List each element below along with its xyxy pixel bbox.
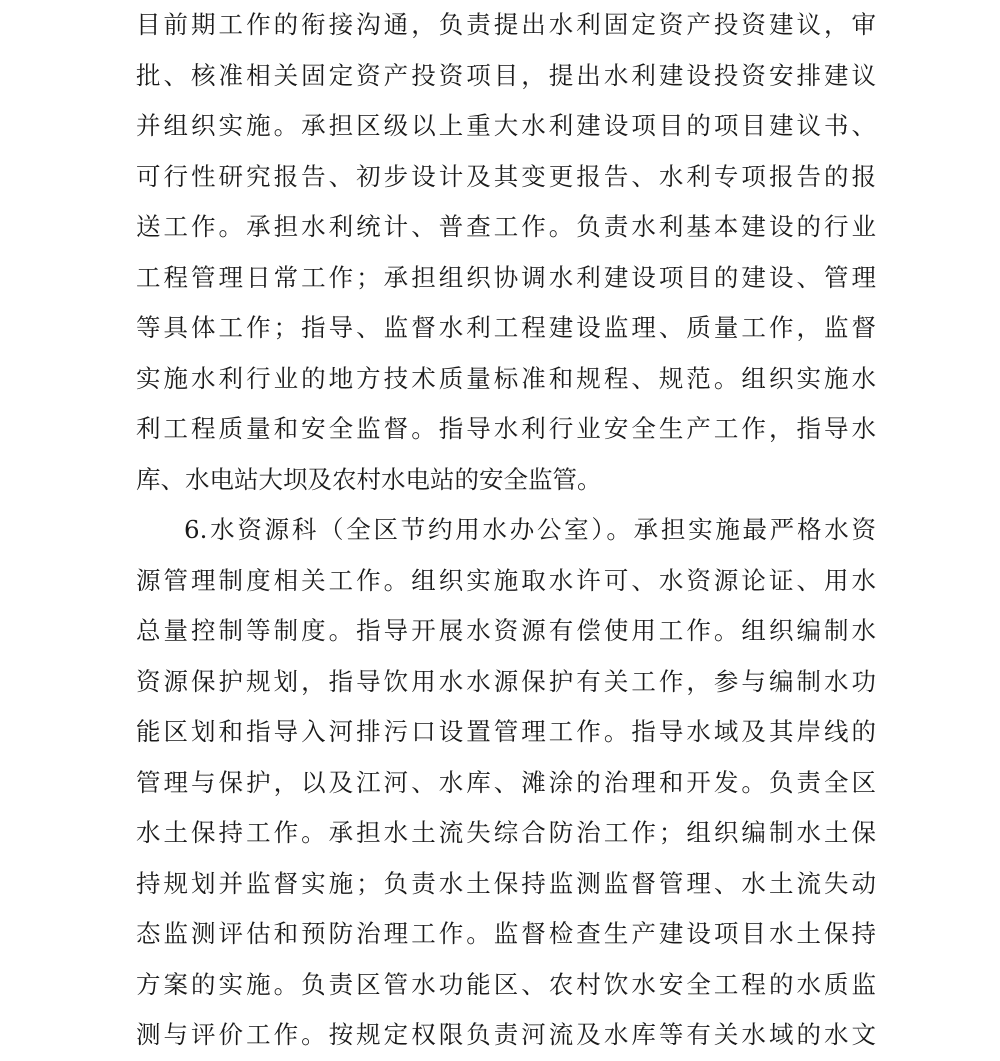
text-line-13: 总量控制等制度。指导开展水资源有偿使用工作。组织编制水	[136, 616, 876, 645]
section-heading-line: 6.水资源科（全区节约用水办公室）。承担实施最严格水资	[184, 515, 876, 544]
text-line-17: 水土保持工作。承担水土流失综合防治工作；组织编制水土保	[136, 818, 876, 847]
text-line-4: 可行性研究报告、初步设计及其变更报告、水利专项报告的报	[136, 161, 876, 191]
text-line-6: 工程管理日常工作；承担组织协调水利建设项目的建设、管理	[136, 262, 876, 292]
text-line-5: 送工作。承担水利统计、普查工作。负责水利基本建设的行业	[136, 212, 876, 241]
text-line-3: 并组织实施。承担区级以上重大水利建设项目的项目建议书、	[136, 111, 876, 140]
text-line-10: 库、水电站大坝及农村水电站的安全监管。	[136, 464, 602, 494]
text-line-15: 能区划和指导入河排污口设置管理工作。指导水域及其岸线的	[136, 717, 876, 746]
text-line-20: 方案的实施。负责区管水功能区、农村饮水安全工程的水质监	[136, 969, 876, 999]
text-line-21: 测与评价工作。按规定权限负责河流及水库等有关水域的水文	[136, 1020, 876, 1049]
text-line-1: 目前期工作的衔接沟通，负责提出水利固定资产投资建议，审	[136, 10, 876, 39]
text-line-14: 资源保护规划，指导饮用水水源保护有关工作，参与编制水功	[136, 666, 876, 696]
text-line-7: 等具体工作；指导、监督水利工程建设监理、质量工作，监督	[136, 313, 876, 342]
text-line-16: 管理与保护，以及江河、水库、滩涂的治理和开发。负责全区	[136, 767, 876, 797]
body-text	[136, 0, 876, 1061]
text-line-2: 批、核准相关固定资产投资项目，提出水利建设投资安排建议	[136, 60, 876, 90]
text-line-18: 持规划并监督实施；负责水土保持监测监督管理、水土流失动	[136, 868, 876, 898]
text-line-9: 利工程质量和安全监督。指导水利行业安全生产工作，指导水	[136, 414, 876, 443]
text-line-8: 实施水利行业的地方技术质量标准和规程、规范。组织实施水	[136, 363, 876, 393]
text-line-12: 源管理制度相关工作。组织实施取水许可、水资源论证、用水	[136, 565, 876, 595]
text-line-19: 态监测评估和预防治理工作。监督检查生产建设项目水土保持	[136, 919, 876, 948]
